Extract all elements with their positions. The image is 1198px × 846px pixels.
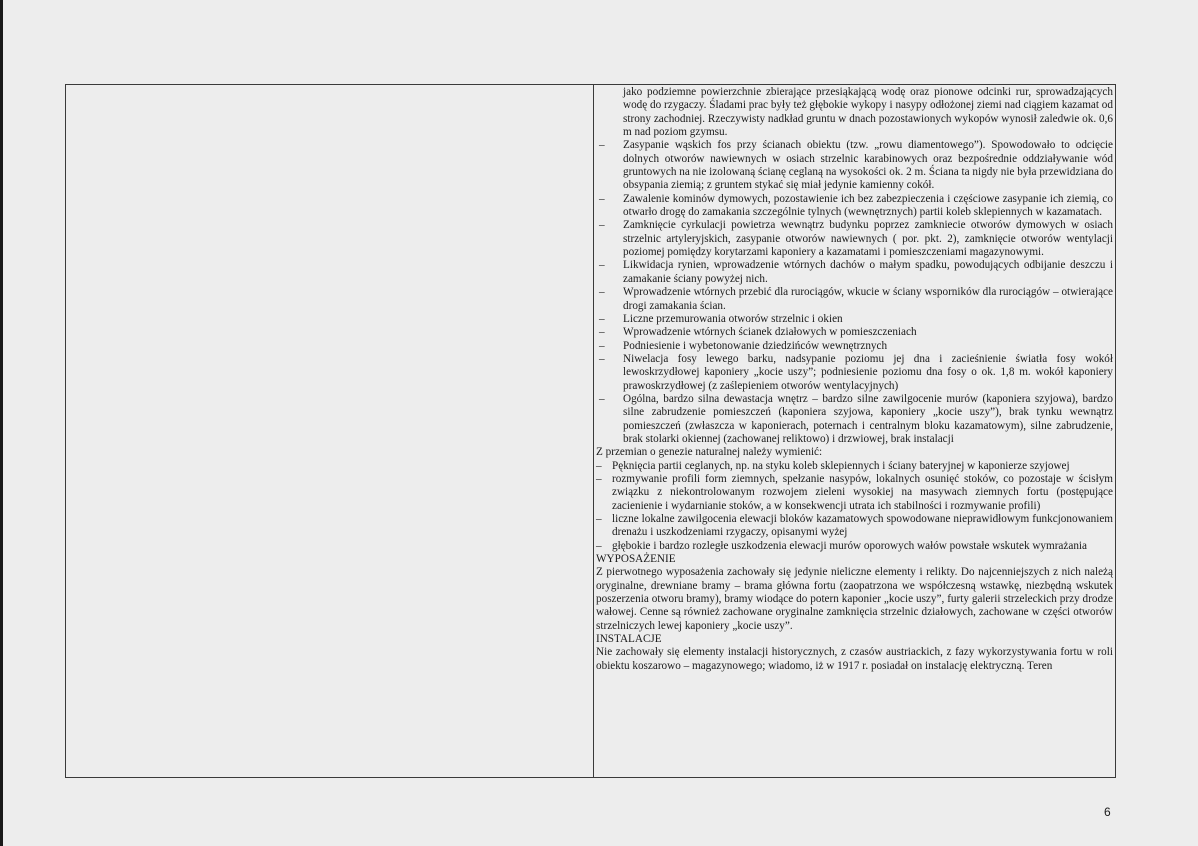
list-item: – Podniesienie i wybetonowanie dziedzińców wewnętrznych — [599, 339, 888, 352]
anthropogenic-list — [596, 139, 1113, 446]
list-dash: – — [599, 326, 605, 339]
table-right-column — [594, 85, 1115, 777]
list-dash: – — [599, 219, 605, 232]
page-number: 6 — [1104, 805, 1111, 819]
list-item: – liczne lokalne zawilgocenia elewacji bloków kazamatowych spowodowane nieprawidłowym funkcjonowaniem drenażu i uszkodzeniami rzygaczy, opisanymi wyżej — [596, 513, 1113, 539]
list-item: – Pęknięcia partii ceglanych, np. na styku koleb sklepiennych i ściany bateryjnej w kaponierze szyjowej — [596, 459, 1070, 472]
list-dash: – — [596, 459, 602, 472]
list-item: – rozmywanie profili form ziemnych, spełzanie nasypów, lokalnych osunięć stoków, co pozostaje w ścisłym związku z niekontrolowanym rozwojem zieleni wysokiej na masywach ziemnych fortu (postępujące zacienienie i wydarnianie stoków, a w konsekwencji utrata ich stabilności i rozmywanie profili) — [596, 472, 1113, 512]
document-table — [65, 84, 1116, 778]
list-item: – Ogólna, bardzo silna dewastacja wnętrz – bardzo silne zawilgocenie murów (kaponiera szyjowa), bardzo silne zabrudzenie pomieszczeń (kaponiera szyjowa, kaponiery „kocie uszy”), brak tynku wewnątrz pomieszczeń (zwłaszcza w kaponierach, poternach i centralnym bloku kazamatowym), silne zabrudzenie, brak stolarki okiennej (zachowanej reliktowo) i drzwiowej, brak instalacji — [599, 392, 1113, 445]
intro-paragraph: jako podziemne powierzchnie zbierające przesiąkającą wodę oraz pionowe odcinki rur, sprowadzających wodę do rzygaczy. Śladami prac były też głębokie wykopy i nasypy odłożonej ziemi nad ciągiem kazamat od strony zachodniej. Rzeczywisty nadkład gruntu w dnach pozostawionych wykopów wynosił zaledwie ok. 0,6 m nad poziom gzymsu. — [623, 86, 1113, 139]
list-dash: – — [599, 392, 605, 405]
table-left-column — [66, 85, 594, 777]
list-dash: – — [599, 139, 605, 152]
list-item: – Zawalenie kominów dymowych, pozostawienie ich bez zabezpieczenia i częściowe zasypanie ich ziemią, co otwarło drogę do zamakania szczególnie tylnych (wewnętrznych) partii koleb sklepiennych w kazamatach. — [599, 192, 1113, 219]
list-item: – Zamknięcie cyrkulacji powietrza wewnątrz budynku poprzez zamkniecie otworów dymowych w osiach strzelnic artyleryjskich, zasypanie otworów nawiewnych ( por. pkt. 2), zamknięcie otworów wentylacji poziomej pomiędzy korytarzami kaponiery a kazamatami i pomieszczeniami magazynowymi. — [599, 219, 1113, 259]
list-dash: – — [599, 312, 605, 325]
equipment-heading: WYPOSAŻENIE — [596, 553, 676, 566]
installations-heading: INSTALACJE — [596, 633, 662, 646]
list-dash: – — [596, 513, 602, 525]
natural-changes-intro: Z przemian o genezie naturalnej należy wymienić: — [596, 446, 823, 459]
list-item: – Liczne przemurowania otworów strzelnic i okien — [599, 312, 843, 325]
list-dash: – — [596, 539, 602, 552]
list-item: – Zasypanie wąskich fos przy ścianach obiektu (tzw. „rowu diamentowego”). Spowodowało to odcięcie dolnych otworów nawiewnych w osiach strzelnic karabinowych oraz bezpośrednie oddziaływanie wód gruntowych na nie izolowaną ścianę ceglaną na wysokości ok. 2 m. Ściana ta nigdy nie była przewidziana do obsypania ziemią; z gruntem stykać się miał jedynie kamienny cokół. — [599, 139, 1113, 192]
list-dash: – — [599, 259, 605, 272]
list-dash: – — [596, 472, 602, 485]
list-dash: – — [599, 192, 605, 205]
natural-list — [596, 460, 1113, 553]
list-dash: – — [599, 352, 605, 365]
installations-paragraph: Nie zachowały się elementy instalacji historycznych, z czasów austriackich, z fazy wykorzystywania fortu w roli obiektu koszarowo – magazynowego; wiadomo, iż w 1917 r. posiadał on instalację elektryczną. Teren — [596, 646, 1113, 672]
list-item: – Wprowadzenie wtórnych ścianek działowych w pomieszczeniach — [599, 326, 917, 339]
scan-edge — [0, 0, 3, 846]
list-item: – Wprowadzenie wtórnych przebić dla rurociągów, wkucie w ściany wsporników dla rurociągów – otwierające drogi zamakania ścian. — [599, 286, 1113, 312]
list-item: – głębokie i bardzo rozległe uszkodzenia elewacji murów oporowych wałów powstałe wskutek wymrażania — [596, 539, 1087, 552]
equipment-paragraph: Z pierwotnego wyposażenia zachowały się jedynie nieliczne elementy i relikty. Do najcenniejszych z nich należą oryginalne, drewniane bramy – brama główna fortu (zaopatrzona we współczesną wstawkę, niezbędną wskutek poszerzenia otworu bramy), bramy wiodące do potern kaponier „kocie uszy”, furty galerii strzeleckich przy drodze wałowej. Cenne są również zachowane oryginalne zamknięcia strzelnic działowych, zachowane w części otworów strzelniczych lewej kaponiery „kocie uszy”. — [596, 566, 1113, 632]
list-item: – Niwelacja fosy lewego barku, nadsypanie poziomu jej dna i zacieśnienie światła fosy wokół lewoskrzydłowej kaponiery „kocie uszy”; podniesienie poziomu dna fosy o ok. 1,8 m. wokół kaponiery prawoskrzydłowej (z zaślepieniem otworów wentylacyjnych) — [599, 352, 1113, 392]
list-dash: – — [599, 286, 605, 299]
list-dash: – — [599, 339, 605, 352]
list-item: – Likwidacja rynien, wprowadzenie wtórnych dachów o małym spadku, powodujących odbijanie deszczu i zamakanie ściany powyżej nich. — [599, 259, 1113, 285]
